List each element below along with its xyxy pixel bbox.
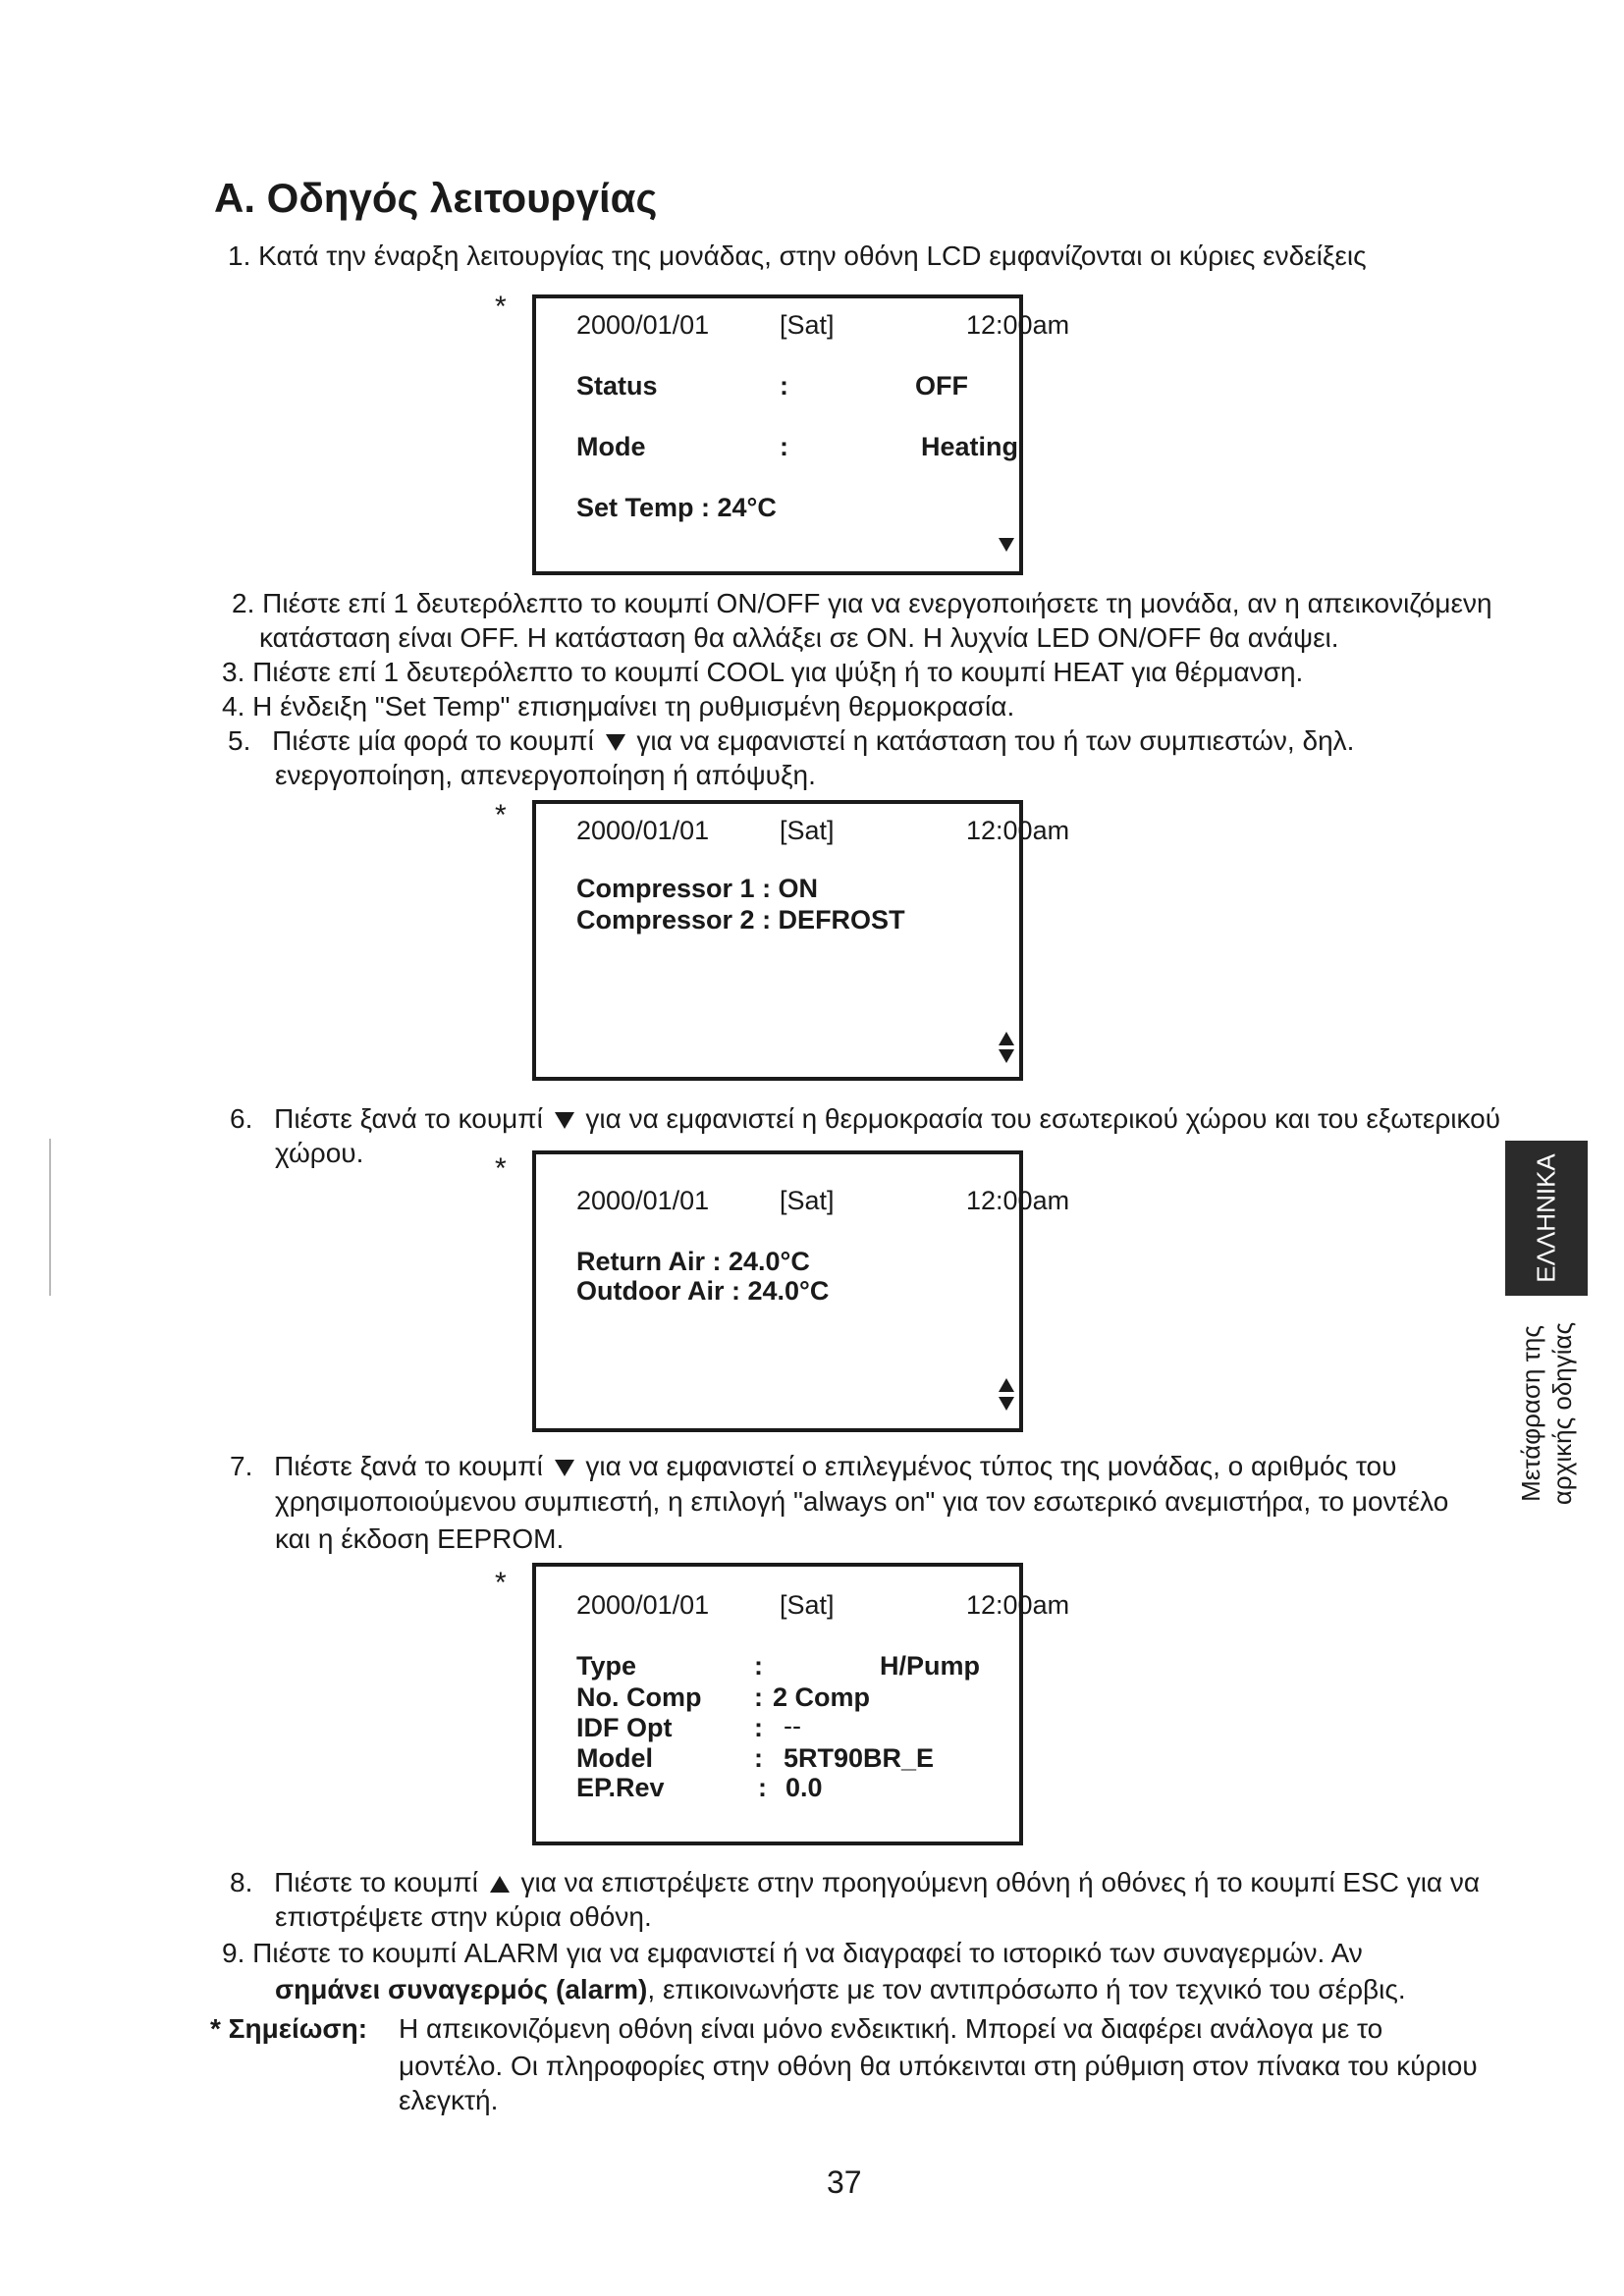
lcd-outdoor-air: Outdoor Air : 24.0°C xyxy=(576,1276,830,1306)
step-6 xyxy=(230,1101,1500,1136)
step-text: Πιέστε ξανά το κουμπί xyxy=(274,1103,543,1134)
lcd-date: 2000/01/01 xyxy=(576,310,710,340)
note-asterisk: * xyxy=(495,1567,507,1599)
side-caption xyxy=(1515,1322,1578,1505)
up-button-icon xyxy=(490,1876,510,1893)
lcd-mode-value: Heating xyxy=(921,432,1019,461)
lcd-idf-opt-value: -- xyxy=(784,1711,801,1740)
lcd-mode-sep: : xyxy=(780,432,788,461)
lcd-ep-rev-value: 0.0 xyxy=(785,1773,823,1802)
step-text: Κατά την έναρξη λειτουργίας της μονάδας, στην οθόνη LCD εμφανίζονται οι κύριες ενδείξεις xyxy=(258,240,1367,271)
side-caption-line1: Μετάφραση της xyxy=(1516,1325,1545,1502)
lcd-type-value: H/Pump xyxy=(880,1651,981,1681)
lcd-type-label: Type xyxy=(576,1651,637,1681)
lcd-set-temp: Set Temp : 24°C xyxy=(576,493,777,522)
down-button-icon xyxy=(555,1112,574,1129)
step-7-cont: και η έκδοση EEPROM. xyxy=(275,1523,565,1554)
alarm-emphasis: σημάνει συναγερμός (alarm) xyxy=(275,1974,648,2004)
lcd-screen-unit-info xyxy=(532,1563,1070,1845)
note-line: ελεγκτή. xyxy=(399,2085,499,2115)
language-tab-label: ΕΛΛΗΝΙΚΑ xyxy=(1531,1153,1561,1283)
lcd-compressor-2: Compressor 2 : DEFROST xyxy=(576,905,905,934)
lcd-idf-opt-sep: : xyxy=(754,1713,763,1742)
note-asterisk: * xyxy=(495,1152,507,1185)
note-asterisk: * xyxy=(495,291,507,323)
step-text: Η ένδειξη "Set Temp" επισημαίνει τη ρυθμισμένη θερμοκρασία. xyxy=(252,691,1015,721)
step-8 xyxy=(230,1865,1480,1899)
lcd-day: [Sat] xyxy=(780,1590,835,1620)
step-text: για να εμφανιστεί η θερμοκρασία του εσωτερικού χώρου και του εξωτερικού xyxy=(585,1103,1501,1134)
arrow-up-icon xyxy=(999,1378,1014,1392)
step-number: 7. xyxy=(230,1451,253,1481)
arrow-up-icon xyxy=(999,1032,1014,1045)
step-text: για να εμφανιστεί η κατάσταση του ή των συμπιεστών, δηλ. xyxy=(636,725,1355,756)
lcd-time: 12:00am xyxy=(966,816,1070,845)
step-7 xyxy=(230,1449,1477,1483)
lcd-day: [Sat] xyxy=(780,310,835,340)
note-line: μοντέλο. Οι πληροφορίες στην οθόνη θα υπόκεινται στη ρύθμιση στον πίνακα του κύριου xyxy=(399,2051,1478,2081)
step-3 xyxy=(222,655,1303,689)
lcd-date: 2000/01/01 xyxy=(576,1186,710,1215)
lcd-screen-compressors xyxy=(532,800,1070,1081)
arrow-down-icon xyxy=(999,1397,1014,1411)
lcd-time: 12:00am xyxy=(966,1186,1070,1215)
step-5 xyxy=(228,723,1354,758)
step-text: Πιέστε επί 1 δευτερόλεπτο το κουμπί COOL για ψύξη ή το κουμπί HEAT για θέρμανση. xyxy=(252,657,1304,687)
step-6-cont: χώρου. xyxy=(275,1138,364,1168)
lcd-day: [Sat] xyxy=(780,816,835,845)
lcd-mode-label: Mode xyxy=(576,432,646,461)
lcd-status-value: OFF xyxy=(915,371,968,400)
arrow-down-icon xyxy=(999,1049,1014,1063)
down-button-icon xyxy=(555,1460,574,1476)
step-number: 4. xyxy=(222,691,245,721)
lcd-return-air: Return Air : 24.0°C xyxy=(576,1247,810,1276)
step-2 xyxy=(232,586,1492,620)
lcd-model-sep: : xyxy=(754,1743,763,1773)
page-number: 37 xyxy=(827,2164,862,2200)
lcd-type-sep: : xyxy=(754,1651,763,1681)
lcd-screen-main xyxy=(532,294,1070,575)
lcd-idf-opt-label: IDF Opt xyxy=(576,1713,673,1742)
step-9 xyxy=(222,1936,1363,1970)
step-7-cont: χρησιμοποιούμενου συμπιεστή, η επιλογή "always on" για τον εσωτερικό ανεμιστήρα, το μοντέλο xyxy=(275,1486,1449,1517)
lcd-ep-rev-label: EP.Rev xyxy=(576,1773,665,1802)
step-9-cont xyxy=(275,1972,1406,2006)
lcd-compressor-1: Compressor 1 : ON xyxy=(576,874,819,903)
lcd-status-sep: : xyxy=(780,371,788,400)
side-caption-line2: αρχικής οδηγίας xyxy=(1547,1321,1577,1506)
lcd-time: 12:00am xyxy=(966,1590,1070,1620)
note-label: * Σημείωση: xyxy=(210,2013,368,2044)
step-4 xyxy=(222,689,1014,723)
step-text: Πιέστε το κουμπί xyxy=(274,1867,478,1897)
step-text: Πιέστε ξανά το κουμπί xyxy=(274,1451,543,1481)
lcd-model-label: Model xyxy=(576,1743,653,1773)
language-tab xyxy=(1505,1141,1588,1296)
step-5-cont: ενεργοποίηση, απενεργοποίηση ή απόψυξη. xyxy=(275,760,816,790)
margin-line xyxy=(49,1139,51,1296)
step-2-cont: κατάσταση είναι OFF. Η κατάσταση θα αλλάξει σε ON. Η λυχνία LED ON/OFF θα ανάψει. xyxy=(259,622,1339,653)
lcd-screen-temperatures xyxy=(532,1150,1070,1432)
step-number: 9. xyxy=(222,1938,245,1968)
step-text: για να επιστρέψετε στην προηγούμενη οθόνη ή οθόνες ή το κουμπί ESC για να xyxy=(520,1867,1481,1897)
lcd-time: 12:00am xyxy=(966,310,1070,340)
down-button-icon xyxy=(606,734,625,751)
step-text: Πιέστε το κουμπί ALARM για να εμφανιστεί ή να διαγραφεί το ιστορικό των συναγερμών. Αν xyxy=(252,1938,1363,1968)
lcd-ep-rev-sep: : xyxy=(758,1773,767,1802)
lcd-status-label: Status xyxy=(576,371,658,400)
note-asterisk: * xyxy=(495,799,507,831)
arrow-down-icon xyxy=(999,538,1014,552)
step-number: 8. xyxy=(230,1867,253,1897)
lcd-no-comp-sep: : xyxy=(754,1682,763,1712)
lcd-no-comp-label: No. Comp xyxy=(576,1682,702,1712)
step-number: 3. xyxy=(222,657,245,687)
lcd-no-comp-value: 2 Comp xyxy=(773,1682,871,1712)
page-title: A. Οδηγός λειτουργίας xyxy=(214,175,658,221)
lcd-date: 2000/01/01 xyxy=(576,816,710,845)
step-1 xyxy=(228,239,1367,273)
step-number: 5. xyxy=(228,725,251,756)
step-text: για να εμφανιστεί ο επιλεγμένος τύπος της μονάδας, ο αριθμός του xyxy=(585,1451,1397,1481)
step-8-cont: επιστρέψετε στην κύρια οθόνη. xyxy=(275,1901,652,1932)
lcd-model-value: 5RT90BR_E xyxy=(784,1743,935,1773)
step-number: 6. xyxy=(230,1103,253,1134)
step-number: 1. xyxy=(228,240,251,271)
step-text: Πιέστε επί 1 δευτερόλεπτο το κουμπί ON/OFF για να ενεργοποιήσετε τη μονάδα, αν η απεικονιζόμενη xyxy=(262,588,1492,618)
step-text: , επικοινωνήστε με τον αντιπρόσωπο ή τον τεχνικό του σέρβις. xyxy=(647,1974,1406,2004)
step-number: 2. xyxy=(232,588,255,618)
lcd-day: [Sat] xyxy=(780,1186,835,1215)
note-line: Η απεικονιζόμενη οθόνη είναι μόνο ενδεικτική. Μπορεί να διαφέρει ανάλογα με το xyxy=(399,2013,1383,2044)
step-text: Πιέστε μία φορά το κουμπί xyxy=(272,725,594,756)
lcd-date: 2000/01/01 xyxy=(576,1590,710,1620)
